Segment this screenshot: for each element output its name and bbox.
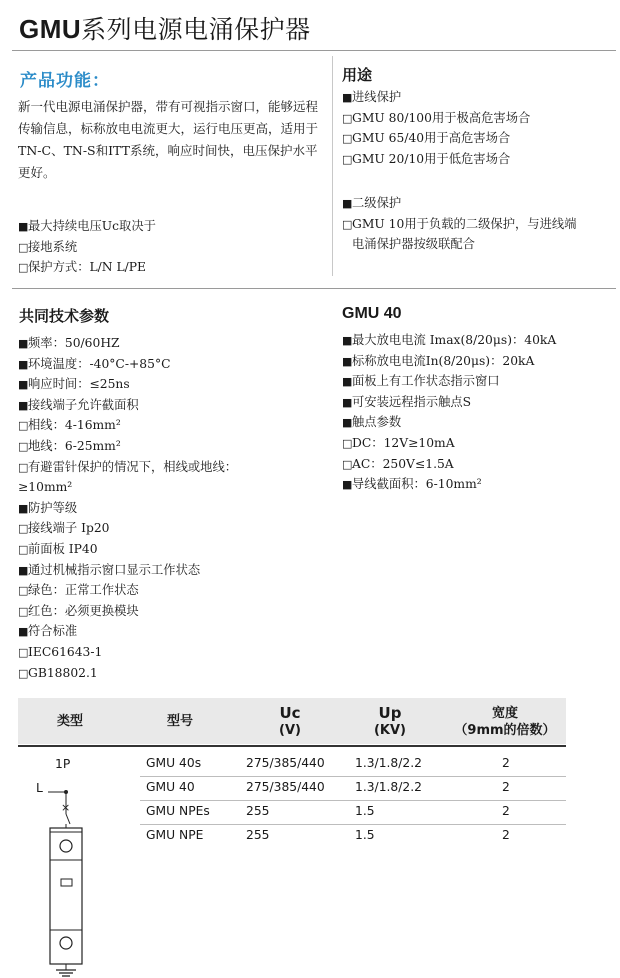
empty-square-icon: □: [18, 604, 29, 618]
list-item: [342, 474, 556, 495]
list-item-text: 可安装远程指示触点S: [352, 394, 472, 409]
list-item-text: 符合标准: [28, 624, 78, 639]
list-item: [18, 257, 156, 278]
empty-square-icon: □: [18, 542, 29, 556]
empty-square-icon: □: [342, 436, 353, 450]
empty-square-icon: □: [18, 240, 29, 254]
filled-square-icon: ■: [18, 398, 29, 412]
list-item-text: AC：250V≤1.5A: [352, 456, 454, 471]
list-item-text: GMU 20/10用于低危害场合: [352, 151, 511, 166]
cell-up: 1.5: [355, 828, 375, 842]
list-item-text: 响应时间：≤25ns: [28, 377, 130, 392]
list-item-text: 地线：6-25mm²: [28, 438, 121, 453]
title-brand: GMU: [19, 14, 82, 44]
gmu40-list: [342, 330, 556, 495]
usage-group-1: [342, 87, 530, 169]
list-item: [18, 477, 237, 498]
features-heading: 产品功能：: [20, 71, 110, 91]
common-params-list: [18, 333, 237, 683]
cell-up: 1.3/1.8/2.2: [355, 780, 422, 794]
th-uc-label: Uc: [279, 704, 301, 722]
list-item-text: 相线：4-16mm²: [28, 418, 121, 433]
list-item: [18, 457, 237, 478]
list-item: [342, 454, 556, 475]
list-item: [18, 354, 237, 375]
filled-square-icon: ■: [18, 357, 29, 371]
list-item: [342, 87, 530, 108]
table-header-rule: [18, 745, 566, 747]
row-divider: [140, 776, 566, 777]
empty-square-icon: □: [342, 111, 353, 125]
empty-square-icon: □: [18, 645, 29, 659]
module-body: [50, 828, 82, 964]
list-item: [342, 392, 556, 413]
list-item: [342, 371, 556, 392]
list-item-text: 保护方式：L/N L/PE: [28, 260, 147, 275]
filled-square-icon: ■: [342, 416, 353, 430]
cell-uc: 255: [246, 804, 270, 818]
empty-square-icon: □: [342, 152, 353, 166]
filled-square-icon: ■: [18, 337, 29, 350]
list-item: [18, 415, 237, 436]
cell-model: GMU NPE: [146, 828, 204, 842]
type-label: 1P: [55, 757, 71, 771]
empty-square-icon: □: [18, 460, 29, 474]
list-item: [342, 351, 556, 372]
list-item-text: 环境温度：-40°C-+85°C: [28, 356, 171, 371]
filled-square-icon: ■: [18, 563, 29, 577]
filled-square-icon: ■: [18, 220, 29, 233]
list-item-text: 标称放电电流In(8/20μs)：20kA: [352, 353, 535, 368]
cell-model: GMU NPEs: [146, 804, 210, 818]
th-up-label: Up: [378, 704, 402, 722]
cell-model: GMU 40s: [146, 756, 202, 770]
list-item: [342, 412, 556, 433]
empty-square-icon: □: [342, 217, 353, 231]
switch-contact: [66, 814, 70, 824]
list-item-text: GMU 65/40用于高危害场合: [352, 131, 511, 146]
cell-up: 1.3/1.8/2.2: [355, 756, 422, 770]
list-item-text: 面板上有工作状态指示窗口: [352, 374, 500, 389]
list-item: [342, 193, 577, 214]
filled-square-icon: ■: [342, 395, 353, 409]
list-item-text: 有避雷针保护的情况下，相线或地线：: [28, 459, 238, 474]
empty-square-icon: □: [18, 419, 29, 433]
list-item-text: ≥10mm²: [18, 480, 73, 495]
filled-square-icon: ■: [18, 625, 29, 639]
features-list: [18, 216, 156, 278]
th-type: 类型: [56, 714, 83, 729]
filled-square-icon: ■: [18, 501, 29, 515]
list-item: [342, 214, 577, 235]
cell-width: 2: [502, 756, 510, 770]
cell-width: 2: [502, 780, 510, 794]
list-item-text: GB18802.1: [28, 665, 98, 680]
th-uc-unit: (V): [279, 723, 301, 738]
empty-square-icon: □: [18, 522, 29, 536]
cell-uc: 255: [246, 828, 270, 842]
list-item: [18, 498, 237, 519]
list-item-text: 导线截面积：6-10mm²: [352, 477, 482, 492]
list-item: [18, 560, 237, 581]
list-item-text: IEC61643-1: [28, 644, 103, 659]
list-item: [18, 601, 237, 622]
list-item: [342, 433, 556, 454]
list-item-text: 红色：必须更换模块: [28, 603, 139, 618]
list-item: [342, 234, 577, 255]
filled-square-icon: ■: [342, 354, 353, 368]
common-params-heading: 共同技术参数: [19, 307, 110, 325]
list-item-text: 防护等级: [28, 500, 78, 515]
filled-square-icon: ■: [342, 91, 353, 104]
list-item-text: 通过机械指示窗口显示工作状态: [28, 562, 201, 577]
usage-group-2: [342, 193, 577, 255]
cell-up: 1.5: [355, 804, 375, 818]
empty-square-icon: □: [342, 457, 353, 471]
gmu40-heading: GMU 40: [342, 305, 402, 322]
list-item-text: 接线端子允许截面积: [28, 397, 139, 412]
list-item: [18, 237, 156, 258]
list-item-text: 最大持续电压Uc取决于: [28, 219, 156, 233]
list-item: [18, 436, 237, 457]
title-divider: [12, 50, 616, 51]
list-item: [18, 216, 156, 237]
list-item-text: 触点参数: [352, 415, 402, 430]
list-item-text: 接地系统: [28, 239, 78, 254]
cell-uc: 275/385/440: [246, 756, 325, 770]
spd-module-diagram: [30, 780, 110, 978]
page-title: [19, 10, 311, 46]
list-item: [18, 580, 237, 601]
list-item: [18, 663, 237, 684]
filled-square-icon: ■: [342, 478, 353, 492]
list-item: [18, 621, 237, 642]
list-item-text: DC：12V≥10mA: [352, 435, 455, 450]
list-item-text: GMU 10用于负载的二级保护，与进线端: [352, 216, 577, 231]
list-item-text: 电涌保护器按级联配合: [352, 237, 475, 252]
empty-square-icon: □: [18, 584, 29, 598]
th-up-unit: (KV): [373, 723, 407, 738]
list-item: [18, 518, 237, 539]
th-up: [350, 705, 430, 739]
th-width: [440, 705, 570, 739]
features-intro: 新一代电源电涌保护器，带有可视指示窗口，能够远程传输信息，标称放电电流更大，运行电压更高，适用于TN-C、TN-S和ITT系统，响应时间快，电压保护水平更好。: [18, 99, 319, 180]
disconnect-mark: ×: [61, 801, 71, 814]
filled-square-icon: ■: [342, 375, 353, 389]
terminal-label: L: [36, 781, 43, 795]
section-divider: [12, 288, 616, 289]
cell-width: 2: [502, 804, 510, 818]
th-uc: [250, 705, 330, 739]
list-item-text: 最大放电电流 Imax(8/20μs)：40kA: [352, 333, 557, 347]
list-item-text: 绿色：正常工作状态: [28, 583, 139, 598]
filled-square-icon: ■: [342, 334, 353, 347]
row-divider: [140, 800, 566, 801]
row-divider: [140, 824, 566, 825]
list-item: [18, 539, 237, 560]
empty-square-icon: □: [18, 261, 29, 275]
filled-square-icon: ■: [342, 197, 353, 210]
list-item-text: 进线保护: [352, 90, 402, 104]
cell-uc: 275/385/440: [246, 780, 325, 794]
th-model: 型号: [166, 714, 193, 729]
title-text: 系列电源电涌保护器: [81, 15, 311, 44]
list-item: [18, 333, 237, 354]
cell-width: 2: [502, 828, 510, 842]
list-item-text: 二级保护: [352, 196, 402, 210]
list-item-text: 接线端子 Ip20: [28, 521, 110, 536]
column-divider: [332, 56, 333, 276]
list-item: [18, 395, 237, 416]
cell-model: GMU 40: [146, 780, 195, 794]
list-item: [18, 642, 237, 663]
list-item-text: 频率：50/60HZ: [28, 336, 120, 350]
list-item: [342, 330, 556, 351]
empty-square-icon: □: [18, 439, 29, 453]
list-item-text: 前面板 IP40: [28, 541, 98, 556]
th-width-unit: （9mm的倍数）: [454, 723, 556, 738]
empty-square-icon: □: [342, 132, 353, 146]
th-width-label: 宽度: [491, 706, 518, 721]
list-item: [342, 149, 530, 170]
list-item: [342, 108, 530, 129]
filled-square-icon: ■: [18, 378, 29, 392]
empty-square-icon: □: [18, 666, 29, 680]
list-item-text: GMU 80/100用于极高危害场合: [352, 110, 531, 125]
usage-heading: 用途: [342, 66, 373, 84]
list-item: [342, 128, 530, 149]
list-item: [18, 374, 237, 395]
